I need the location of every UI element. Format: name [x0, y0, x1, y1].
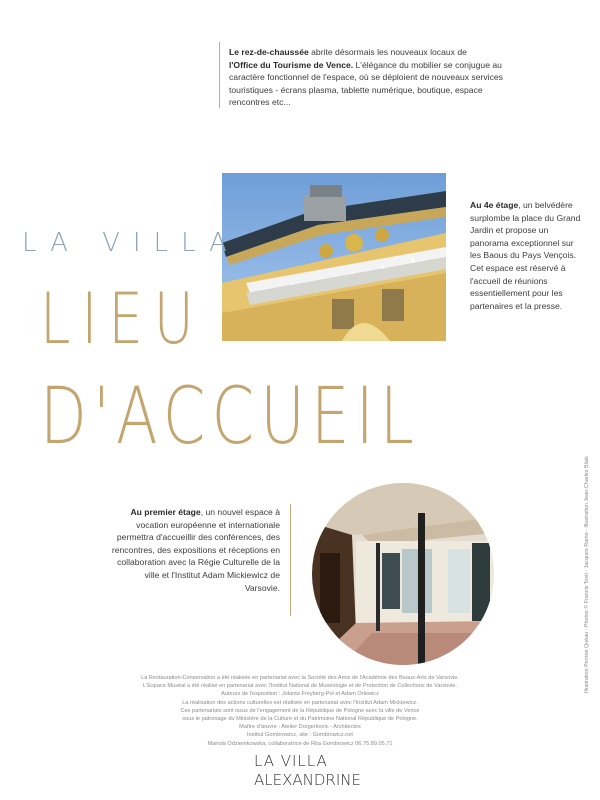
villa-belvedere-photo [222, 173, 446, 341]
intro-rule [219, 42, 220, 108]
footer-line: L'Espace Muséal a été réalisé en partenariat avec l'Institut National de Muséologie et de Protection de Collections de Varsovie. [143, 683, 457, 690]
intro-text-1: abrite désormais les nouveaux locaux de [308, 47, 467, 57]
logo-line-1: LA VILLA [254, 752, 328, 770]
intro-text-2: L'élégance du mobilier se conjugue au caractère fonctionnel de l'espace, où se déploient de nouveaux services touristiques - écrans plasma, tablette numérique, boutique, espace rencontres etc... [229, 59, 503, 108]
footer-credits [90, 674, 510, 748]
footer-line: La réalisation des actions culturelles est réalisée en partenariat avec l'Institut Adam Mickiewicz. [182, 699, 418, 706]
title-lieu: LIEU [40, 278, 205, 360]
fourth-floor-paragraph [470, 199, 582, 312]
first-floor-paragraph [110, 506, 280, 594]
fourth-floor-bold: Au 4e étage [470, 200, 519, 210]
intro-bold-2: l'Office du Tourisme de Vence. [229, 59, 354, 70]
footer-line: Ces partenariats sont issus de l'engagement de la République de Pologne avec la ville de Vence [180, 707, 420, 714]
first-floor-rule [290, 504, 291, 616]
title-la-villa: LA VILLA [22, 228, 240, 258]
vertical-credits [584, 456, 596, 705]
vertical-credits-text: Illustration Perrine Quéau - Photos © Francis Tosti - Jacques Ramo - Illustration Jean-Charles Blais [584, 456, 590, 693]
footer-line: Maître d'œuvre : Atelier Dorgerkovic - Architectes [239, 724, 361, 731]
intro-bold-1: Le rez-de-chaussée [229, 47, 309, 57]
footer-line: sous le patronage du Ministère de la Culture et du Patrimoine National République de Pologne. [182, 716, 418, 723]
interior-photo [312, 483, 494, 665]
footer-line: La Restauration-Conservation a été réalisée en partenariat avec la Société des Amis de l'Académie des Beaux-Arts de Varsovie. [141, 675, 459, 681]
first-floor-text: , un nouvel espace à vocation européenne et internationale permettra d'accueillir des conférences, des rencontres, des expositions et réceptions en collaboration avec la Régie Culturelle de la ville et l'Institut Adam Mickiewicz de Varsovie. [111, 507, 280, 593]
fourth-floor-text: , un belvédère surplombe la place du Grand Jardin et propose un panorama exceptionnel sur les Baous du Pays Vençois. Cet espace est réservé à l'accueil de réunions essentiellement pour les partenaires et la presse. [470, 200, 581, 311]
footer-line: Mariola Odziemkowska, collaboratrice de Rita Gombrowicz 06.75.89.05.71 [207, 740, 393, 747]
footer-line: Auteurs de l'exposition : Jolanta Freyberg-Pol et Adam Orlewicz [221, 691, 379, 698]
intro-paragraph [229, 46, 514, 109]
first-floor-bold: Au premier étage [130, 507, 201, 517]
interior-illustration [312, 483, 494, 665]
logo-line-2: ALEXANDRINE [254, 771, 361, 789]
title-daccueil: D'ACCUEIL [40, 372, 421, 462]
villa-alexandrine-logo [254, 752, 361, 794]
villa-belvedere-illustration [222, 173, 446, 341]
footer-line: Institut Gombrowicz, site : Gombrowicz.net [246, 732, 353, 739]
